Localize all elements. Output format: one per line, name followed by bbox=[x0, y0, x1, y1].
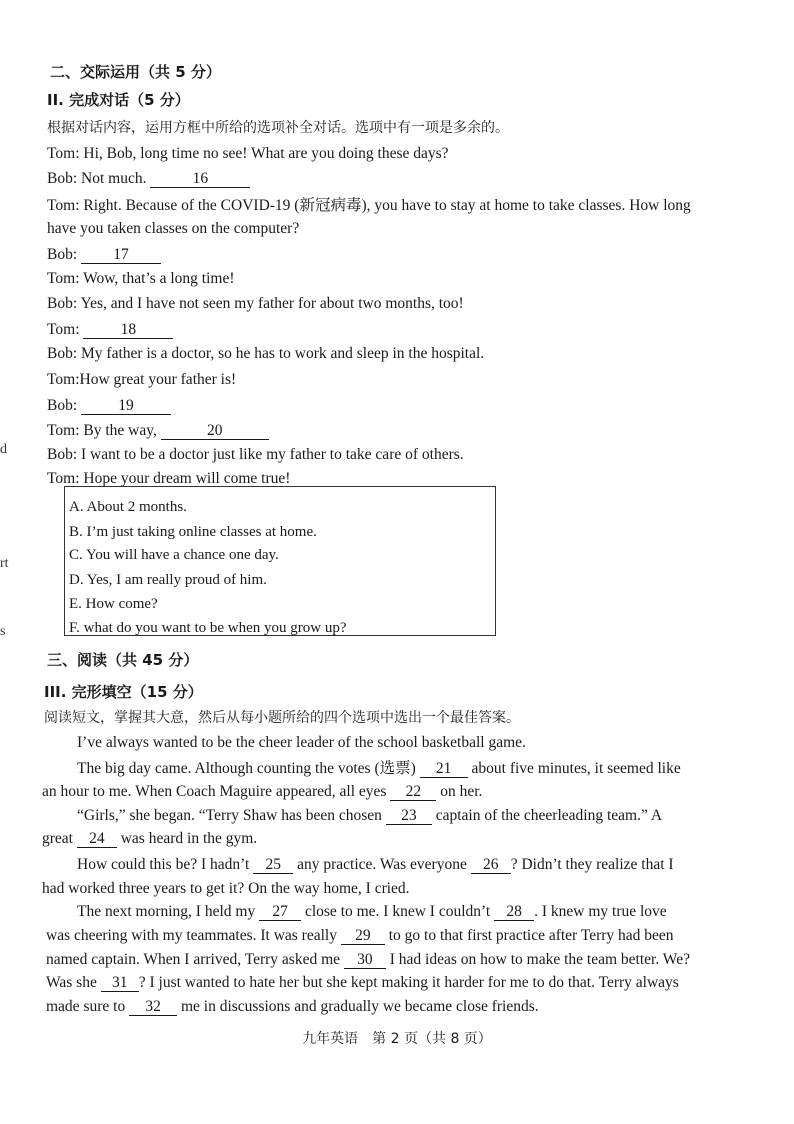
option-e[interactable]: E. How come? bbox=[69, 596, 158, 612]
answer-blank[interactable]: 18 bbox=[83, 322, 173, 339]
section-heading: 三、阅读（共 45 分） bbox=[47, 651, 199, 669]
answer-blank[interactable]: 30 bbox=[344, 952, 386, 969]
passage-line: had worked three years to get it? On the way home, I cried. bbox=[42, 880, 410, 897]
dialogue-line: Tom:How great your father is! bbox=[47, 371, 237, 388]
page-footer: 九年英语 第 2 页（共 8 页） bbox=[302, 1031, 492, 1047]
dialogue-line: Tom: Hi, Bob, long time no see! What are you doing these days? bbox=[47, 145, 449, 162]
answer-blank[interactable]: 20 bbox=[161, 423, 269, 440]
answer-blank[interactable]: 24 bbox=[77, 831, 117, 848]
answer-blank[interactable]: 19 bbox=[81, 398, 171, 415]
sub-heading: III. 完形填空（15 分） bbox=[44, 683, 203, 701]
passage-line: “Girls,” she began. “Terry Shaw has been chosen 23 captain of the cheerleading team.” A bbox=[77, 807, 663, 824]
passage-line: named captain. When I arrived, Terry asked me 30 I had ideas on how to make the team better. We? bbox=[46, 951, 690, 968]
passage-line: How could this be? I hadn’t 25 any practice. Was everyone 26 ? Didn’t they realize that I bbox=[77, 856, 674, 873]
option-c[interactable]: C. You will have a chance one day. bbox=[69, 547, 279, 563]
options-box bbox=[64, 486, 496, 636]
dialogue-line: Bob: 19 bbox=[47, 396, 171, 416]
answer-blank[interactable]: 29 bbox=[341, 928, 385, 945]
option-a[interactable]: A. About 2 months. bbox=[69, 499, 187, 515]
dialogue-line: Tom: 18 bbox=[47, 320, 173, 340]
answer-blank[interactable]: 28 bbox=[494, 904, 534, 921]
dialogue-line: Tom: Hope your dream will come true! bbox=[47, 470, 291, 487]
answer-blank[interactable]: 31 bbox=[101, 975, 139, 992]
instructions: 阅读短文，掌握其大意，然后从每小题所给的四个选项中选出一个最佳答案。 bbox=[44, 710, 520, 726]
dialogue-line: Bob: 17 bbox=[47, 245, 161, 265]
dialogue-line: Tom: Right. Because of the COVID-19 (新冠病毒), you have to stay at home to take classes. How long bbox=[47, 197, 691, 214]
answer-blank[interactable]: 32 bbox=[129, 999, 177, 1016]
option-b[interactable]: B. I’m just taking online classes at home. bbox=[69, 524, 317, 540]
margin-fragment: d bbox=[0, 442, 7, 457]
dialogue-line: Bob: Yes, and I have not seen my father for about two months, too! bbox=[47, 295, 464, 312]
passage-line: made sure to 32 me in discussions and gradually we became close friends. bbox=[46, 998, 539, 1015]
answer-blank[interactable]: 23 bbox=[386, 808, 432, 825]
passage-line: The next morning, I held my 27 close to me. I knew I couldn’t 28 . I knew my true love bbox=[77, 903, 667, 920]
passage-line: great 24 was heard in the gym. bbox=[42, 830, 258, 847]
dialogue-line: Bob: I want to be a doctor just like my father to take care of others. bbox=[47, 446, 464, 463]
dialogue-line: have you taken classes on the computer? bbox=[47, 220, 300, 237]
passage-line: The big day came. Although counting the votes (选票) 21 about five minutes, it seemed like bbox=[77, 760, 681, 777]
dialogue-line: Bob: Not much. 16 bbox=[47, 169, 250, 189]
answer-blank[interactable]: 17 bbox=[81, 247, 161, 264]
section-heading: 二、交际运用（共 5 分） bbox=[50, 63, 221, 81]
answer-blank[interactable]: 26 bbox=[471, 857, 511, 874]
dialogue-line: Tom: By the way, 20 bbox=[47, 421, 269, 441]
passage-line: an hour to me. When Coach Maguire appeared, all eyes 22 on her. bbox=[42, 783, 483, 800]
margin-fragment: rt bbox=[0, 556, 9, 571]
sub-heading: II. 完成对话（5 分） bbox=[47, 91, 190, 109]
instructions: 根据对话内容，运用方框中所给的选项补全对话。选项中有一项是多余的。 bbox=[47, 120, 509, 136]
answer-blank[interactable]: 27 bbox=[259, 904, 301, 921]
answer-blank[interactable]: 21 bbox=[420, 761, 468, 778]
answer-blank[interactable]: 16 bbox=[150, 171, 250, 188]
margin-fragment: s bbox=[0, 624, 6, 639]
answer-blank[interactable]: 25 bbox=[253, 857, 293, 874]
passage-line: Was she 31 ? I just wanted to hate her but she kept making it harder for me to do that. Terry always bbox=[46, 974, 679, 991]
answer-blank[interactable]: 22 bbox=[390, 784, 436, 801]
passage-line: I’ve always wanted to be the cheer leader of the school basketball game. bbox=[77, 734, 526, 751]
passage-line: was cheering with my teammates. It was really 29 to go to that first practice after Terry had been bbox=[46, 927, 674, 944]
option-d[interactable]: D. Yes, I am really proud of him. bbox=[69, 572, 267, 588]
dialogue-line: Tom: Wow, that’s a long time! bbox=[47, 270, 235, 287]
dialogue-line: Bob: My father is a doctor, so he has to work and sleep in the hospital. bbox=[47, 345, 485, 362]
option-f[interactable]: F. what do you want to be when you grow up? bbox=[69, 620, 347, 636]
